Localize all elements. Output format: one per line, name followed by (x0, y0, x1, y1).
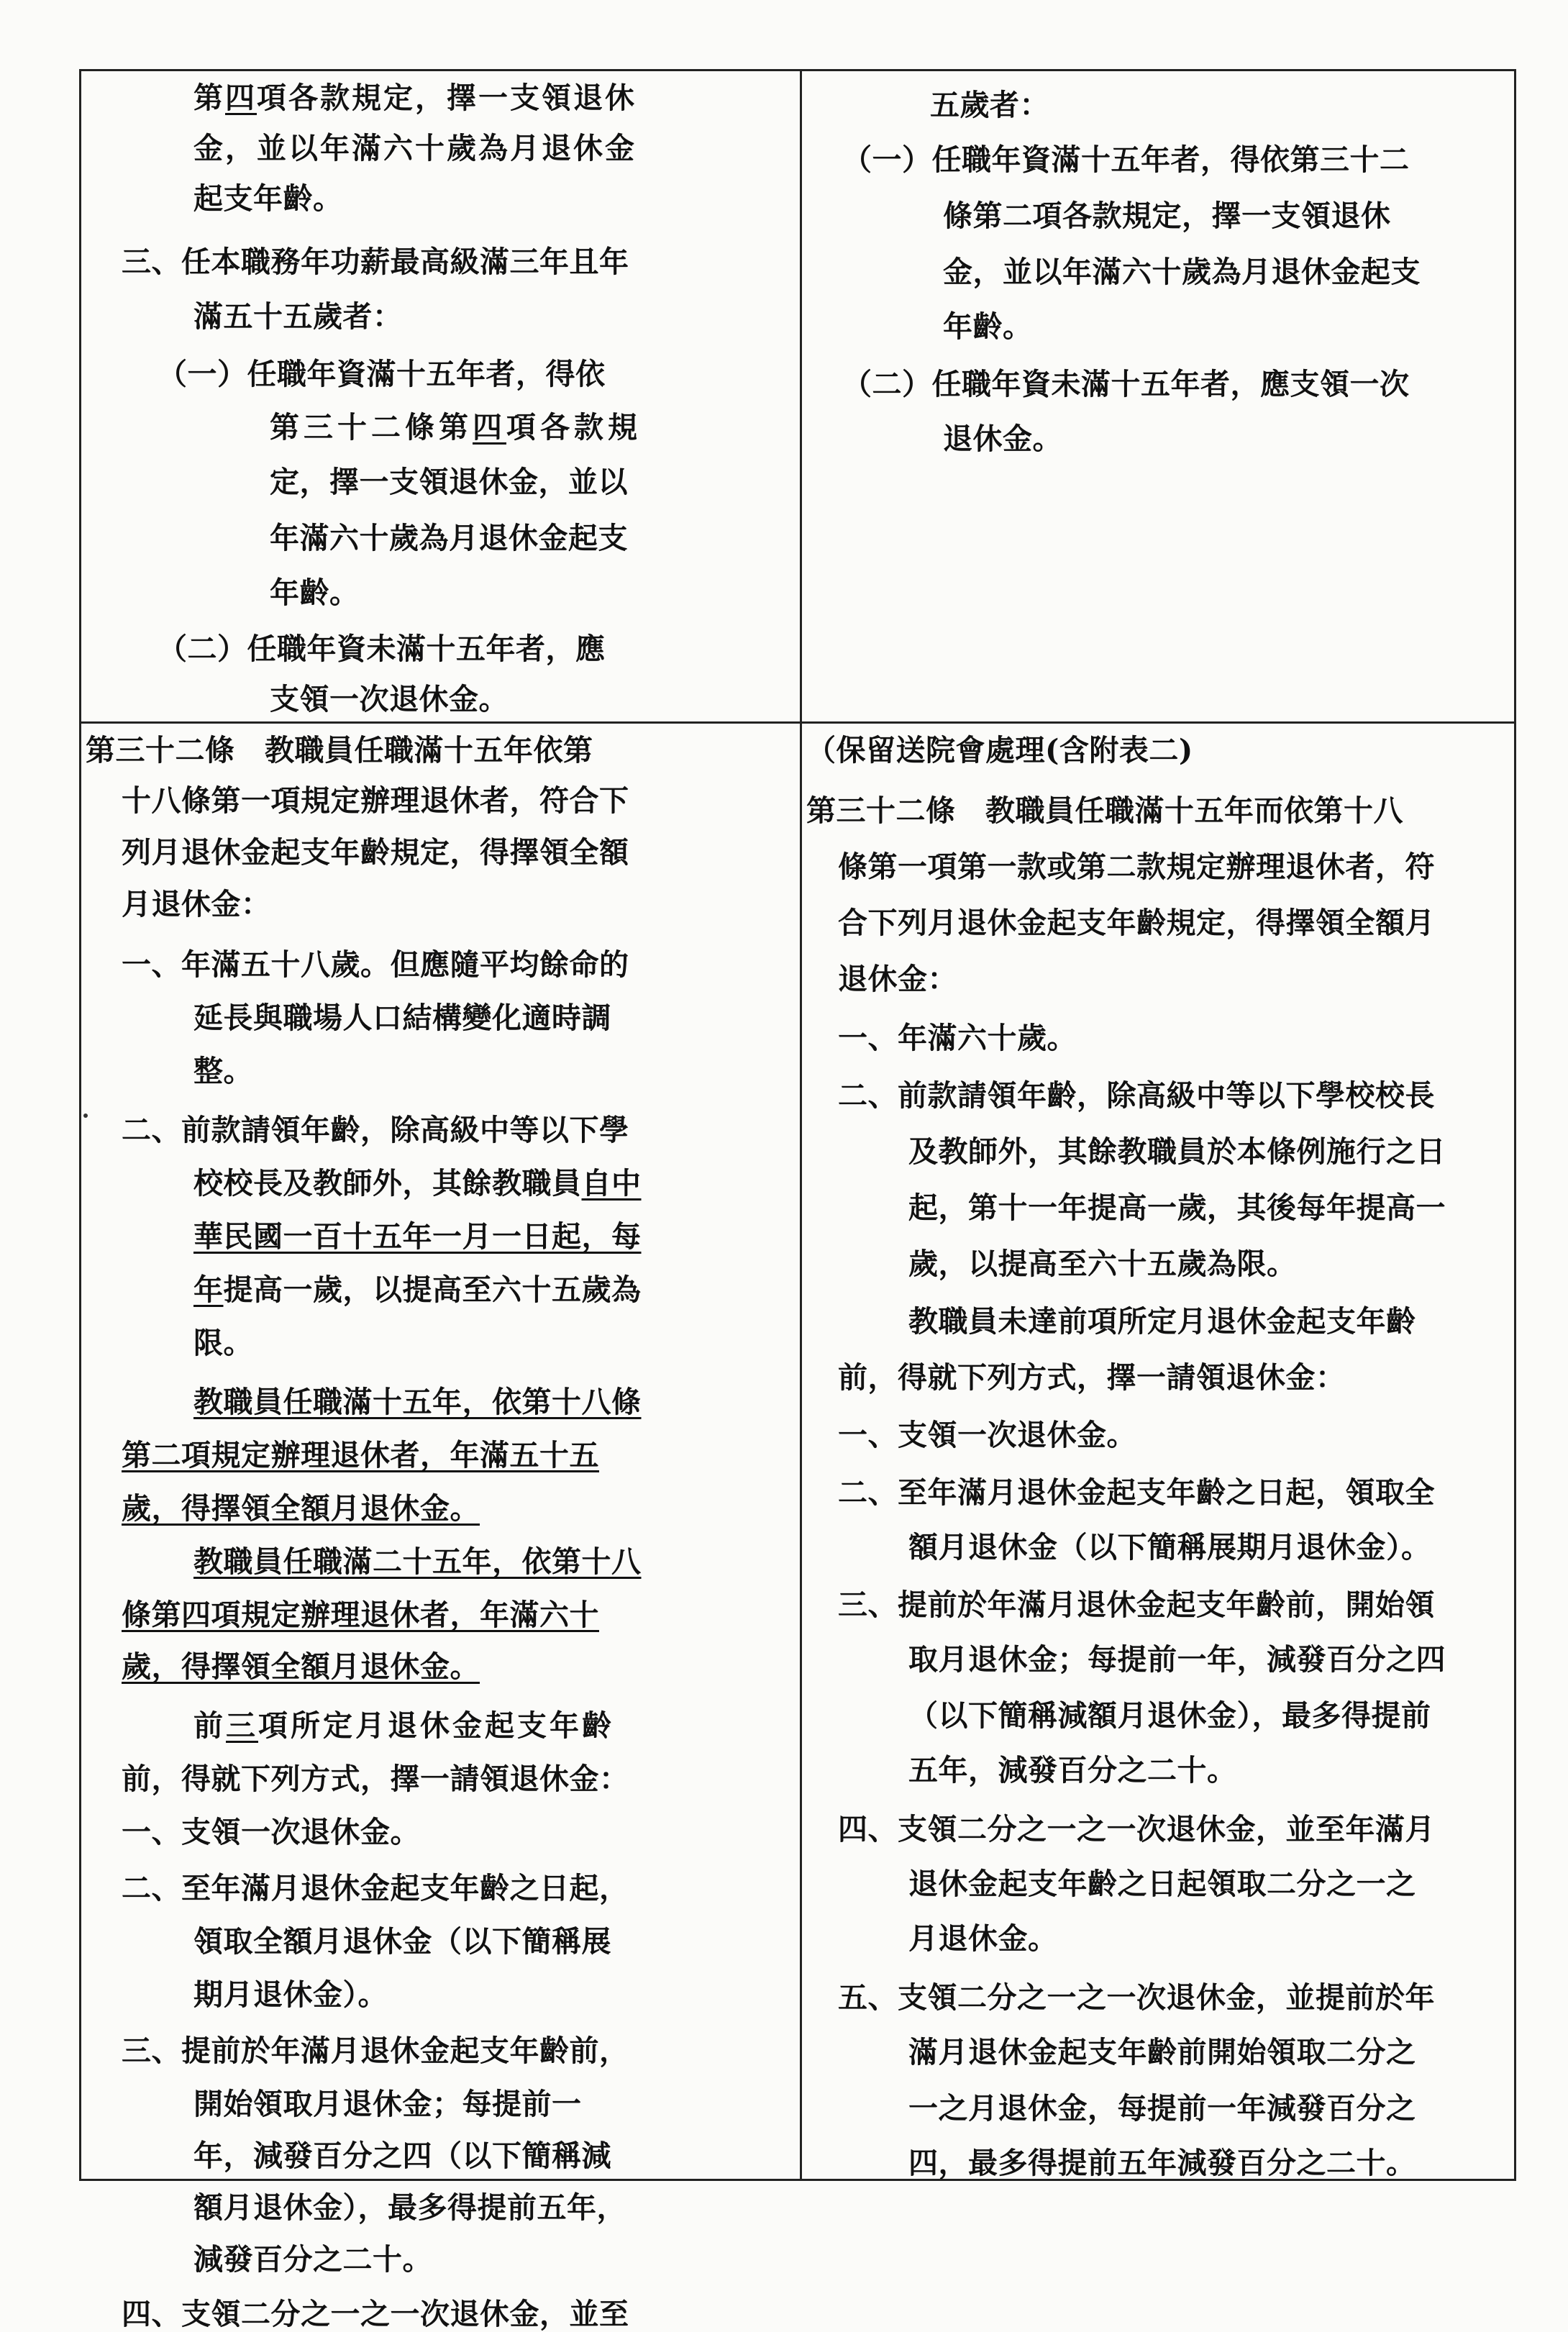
text-line: 限。 (193, 1326, 253, 1360)
text-line: 前，得就下列方式，擇一請領退休金： (122, 1762, 629, 1796)
text-line (193, 1708, 614, 1744)
text-line: 一、支領一次退休金。 (122, 1815, 420, 1849)
text-line: 合下列月退休金起支年齡規定，得擇領全額月 (838, 906, 1435, 940)
text-line: （一）任職年資滿十五年者，得依第三十二 (842, 142, 1410, 177)
text-line: 開始領取月退休金；每提前一 (193, 2087, 582, 2121)
text-line (270, 409, 642, 445)
underlined-amendment: 四 (225, 81, 257, 115)
comparison-table (79, 69, 1516, 2331)
text-run: 項所定月退休金起支年齡 (258, 1708, 614, 1743)
current-text-cell-article-32 (802, 724, 1518, 2183)
underlined-amendment: 歲，得擇領全額月退休金。 (122, 1491, 480, 1526)
text-line: 領取全額月退休金（以下簡稱展 (193, 1924, 611, 1959)
text-line: 前，得就下列方式，擇一請領退休金： (838, 1360, 1346, 1395)
text-line: 四、支領二分之一之一次退休金，並至年滿月 (838, 1812, 1435, 1846)
underlined-amendment: 第二項規定辦理退休者，年滿五十五 (122, 1438, 599, 1472)
text-line: 滿五十五歲者： (193, 299, 403, 334)
text-line: 滿月退休金起支年齡前開始領取二分之 (908, 2035, 1416, 2069)
text-line: 起支年齡。 (193, 181, 343, 216)
underlined-amendment: 四 (473, 410, 506, 445)
text-line: 額月退休金（以下簡稱展期月退休金）。 (908, 1530, 1431, 1564)
text-line: 支領一次退休金。 (270, 682, 509, 716)
text-line: 減發百分之二十。 (193, 2242, 432, 2277)
text-line: 條第一項第一款或第二款規定辦理退休者，符 (838, 850, 1435, 884)
text-line: 延長與職場人口結構變化適時調 (193, 1001, 611, 1035)
text-run: 項各款規定，擇一支領退休 (257, 81, 637, 115)
text-run: 第 (193, 81, 225, 115)
text-line: 第三十二條 教職員任職滿十五年依第 (86, 733, 593, 768)
text-line: 歲，以提高至六十五歲為限。 (908, 1247, 1297, 1281)
underlined-amendment: 年 (193, 1272, 224, 1307)
text-line: 四，最多得提前五年減發百分之二十。 (908, 2146, 1416, 2180)
text-line (193, 80, 637, 116)
text-line: 三、提前於年滿月退休金起支年齡前， (122, 2033, 629, 2068)
text-line: 整。 (193, 1054, 253, 1088)
text-line: 年齡。 (943, 309, 1033, 344)
text-line: 二、至年滿月退休金起支年齡之日起， (122, 1871, 629, 1905)
text-line: 退休金。 (943, 422, 1062, 456)
text-line: 月退休金： (122, 887, 271, 921)
reserved-note: （保留送院會處理(含附表二) (806, 733, 1193, 768)
text-line: （二）任職年資未滿十五年者，應 (158, 632, 606, 666)
underlined-amendment: 歲，得擇領全額月退休金。 (122, 1649, 480, 1684)
text-line: 年，減發百分之四（以下簡稱減 (193, 2139, 611, 2173)
text-line: 及教師外，其餘教職員於本條例施行之日 (908, 1134, 1446, 1169)
text-line: 額月退休金），最多得提前五年， (193, 2190, 626, 2225)
text-line: 五歲者： (930, 88, 1049, 122)
text-line: 一、支領一次退休金。 (838, 1418, 1136, 1452)
text-line: （二）任職年資未滿十五年者，應支領一次 (842, 367, 1410, 401)
text-line: 二、前款請領年齡，除高級中等以下學校校長 (838, 1078, 1435, 1113)
text-line: 四、支領二分之一之一次退休金，並至 (122, 2297, 629, 2331)
text-run: 前 (193, 1708, 226, 1743)
text-line: 五、支領二分之一之一次退休金，並提前於年 (838, 1980, 1435, 2015)
text-line: 月退休金。 (908, 1921, 1058, 1956)
underlined-amendment: 自中 (581, 1166, 642, 1201)
current-text-cell-top (802, 71, 1518, 721)
text-line: （以下簡稱減額月退休金），最多得提前 (908, 1698, 1431, 1733)
text-run: 提高一歲，以提高至六十五歲為 (223, 1272, 642, 1307)
text-line: 金，並以年滿六十歲為月退休金起支 (943, 255, 1421, 289)
text-line: 期月退休金）。 (193, 1977, 388, 2012)
text-line: 年齡。 (270, 575, 360, 610)
text-line: 三、任本職務年功薪最高級滿三年且年 (122, 245, 629, 279)
text-line: 列月退休金起支年齡規定，得擇領全額 (122, 835, 629, 870)
text-run: 第三十二條第 (270, 410, 473, 445)
amended-text-cell-article-32 (81, 724, 800, 2331)
text-line: 五年，減發百分之二十。 (908, 1753, 1237, 1787)
text-line: 定，擇一支領退休金，並以 (270, 465, 628, 499)
text-line: 退休金起支年齡之日起領取二分之一之 (908, 1867, 1416, 1901)
text-line (193, 1272, 642, 1308)
text-run: 項各款規 (506, 410, 642, 445)
text-line: 金，並以年滿六十歲為月退休金 (193, 131, 637, 165)
text-line: 第三十二條 教職員任職滿十五年而依第十八 (806, 793, 1403, 828)
text-line: 一、年滿五十八歲。但應隨平均餘命的 (122, 947, 629, 982)
underlined-amendment: 三 (226, 1708, 258, 1743)
text-line: 取月退休金；每提前一年，減發百分之四 (908, 1642, 1446, 1677)
text-line: 條第二項各款規定，擇一支領退休 (943, 199, 1391, 233)
underlined-amendment: 條第四項規定辦理退休者，年滿六十 (122, 1598, 599, 1632)
text-line (193, 1165, 642, 1201)
text-line: （一）任職年資滿十五年者，得依 (158, 357, 606, 391)
text-line: 退休金： (838, 962, 957, 996)
underlined-amendment: 教職員任職滿十五年，依第十八條 (193, 1385, 642, 1419)
text-line: 三、提前於年滿月退休金起支年齡前，開始領 (838, 1588, 1435, 1622)
text-line: 起，第十一年提高一歲，其後每年提高一 (908, 1190, 1446, 1225)
text-line: 教職員未達前項所定月退休金起支年齡 (908, 1304, 1416, 1339)
amended-text-cell-top (81, 71, 800, 721)
text-line: 年滿六十歲為月退休金起支 (270, 521, 628, 555)
text-line: 一、年滿六十歲。 (838, 1021, 1077, 1055)
text-run: 校校長及教師外，其餘教職員 (193, 1166, 582, 1201)
text-line: 二、至年滿月退休金起支年齡之日起，領取全 (838, 1475, 1435, 1510)
underlined-amendment: 教職員任職滿二十五年，依第十八 (193, 1544, 642, 1579)
text-line: 一之月退休金，每提前一年減發百分之 (908, 2091, 1416, 2126)
text-line: 十八條第一項規定辦理退休者，符合下 (122, 783, 629, 818)
underlined-amendment: 華民國一百十五年一月一日起，每 (193, 1219, 642, 1254)
text-line: 二、前款請領年齡，除高級中等以下學 (122, 1113, 629, 1147)
scan-speck (83, 1113, 88, 1118)
